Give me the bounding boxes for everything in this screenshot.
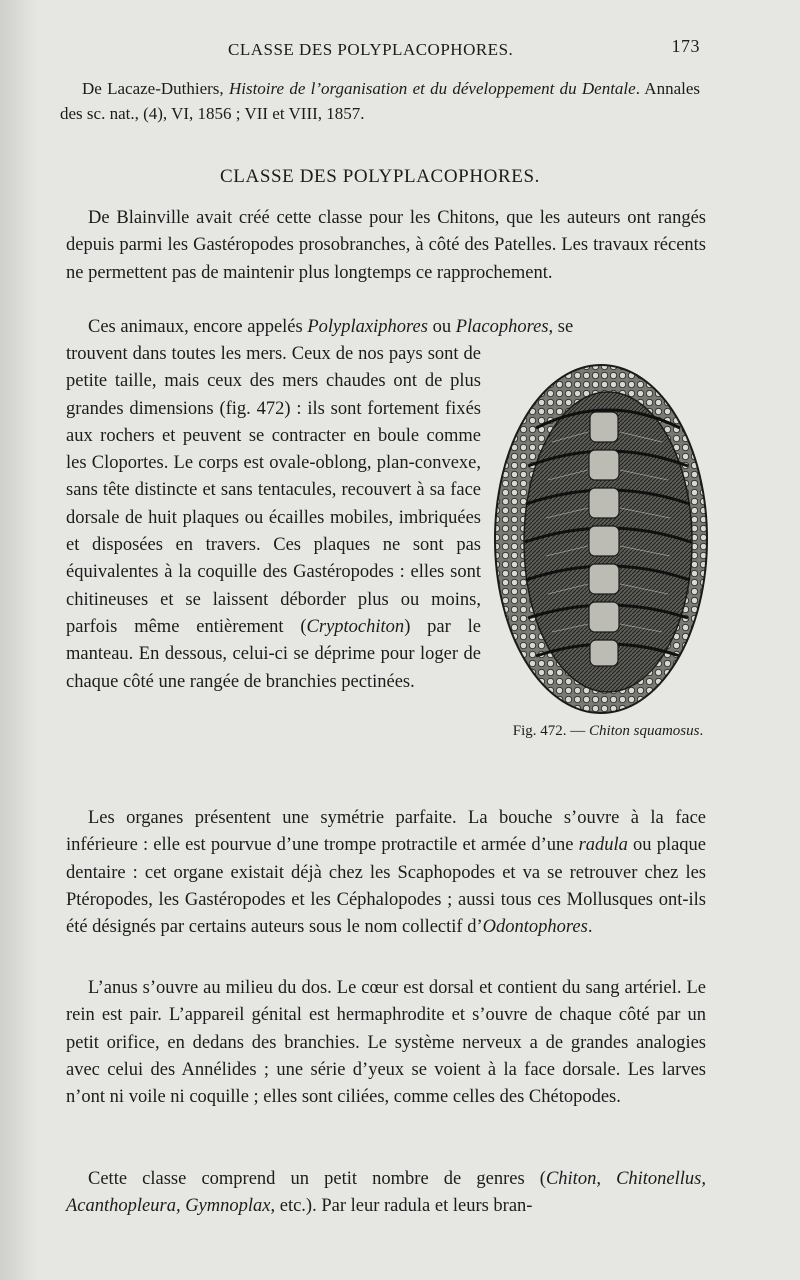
paragraph-text: ou <box>427 317 456 337</box>
page-number: 173 <box>671 36 700 56</box>
reference-author: De Lacaze-Duthiers, <box>82 79 229 98</box>
paragraph-text: Les organes présentent une symétrie parfaite. La bouche s’ouvre à la face inférieure : elle est pourvue d’une trompe protractile et armée d’une <box>66 808 706 856</box>
figure-chiton-illustration <box>492 362 710 717</box>
paragraph-organs <box>66 805 706 941</box>
reference-work: Histoire de l’organisation et du développement du Dentale <box>228 79 636 98</box>
bibliographic-reference <box>60 76 700 126</box>
figure-caption <box>492 720 724 742</box>
paragraph-text: , se <box>548 317 574 337</box>
caption-end: . <box>699 723 704 739</box>
paragraph-names-lead <box>66 314 706 341</box>
section-title: CLASSE DES POLYPLACOPHORES. <box>220 166 540 187</box>
paragraph-text: , etc.). Par leur radula et leurs bran- <box>270 1196 533 1217</box>
paragraph-text: Cette classe comprend un petit nombre de genres ( <box>88 1169 546 1189</box>
paragraph-text: ou plaque dentaire : cet organe existait déjà chez les Scaphopodes et va se retrouver chez les Ptéropodes, les Gastéropodes et les Céphalopodes ; aussi tous ces Mollusques ont-ils été désignés par certains auteurs sous le nom collectif d’ <box>66 835 707 938</box>
term-polyplaxiphores: Polyplaxiphores <box>307 317 428 337</box>
paragraph-anatomy: L’anus s’ouvre au milieu du dos. Le cœur est dorsal et contient du sang artériel. Le rein est pair. L’appareil génital est hermaphrodite et s’ouvre de chaque côté par un petit orifice, en dedans des branchies. Le système nerveux a de grandes analogies avec celui des Annélides ; une série d’yeux se voient à la face dorsale. Les larves n’ont ni voile ni coquille ; elles sont ciliées, comme celles des Chétopodes. <box>66 978 706 1108</box>
term-placophores: Placophores <box>455 317 549 337</box>
genera-list: Chiton, Chitonellus, Acanthopleura, Gymnoplax <box>66 1169 707 1217</box>
paragraph-genera <box>66 1166 706 1221</box>
caption-label: Fig. 472. — <box>512 723 590 739</box>
paragraph-text: Ces animaux, encore appelés <box>88 317 308 337</box>
paragraph-text: trouvent dans toutes les mers. Ceux de nos pays sont de petite taille, mais ceux des mers chaudes ont de plus grandes dimensions (fig. 472) : ils sont fortement fixés aux rochers et peuvent se contracter en boule comme les Cloportes. Le corps est ovale-oblong, plan-convexe, sans tête distincte et sans tentacules, recouvert à sa face dorsale de huit plaques ou écailles mobiles, imbriquées et disposées en travers. Ces plaques ne sont pas équivalentes à la coquille des Gastéropodes : elles sont chitineuses et se laissent déborder plus ou moins, parfois même entièrement ( <box>66 344 481 637</box>
paragraph-text: . <box>587 917 593 938</box>
median-keel <box>589 412 619 666</box>
reference-rest: . Annales des sc. nat., (4), VI, 1856 ; VII et VIII, 1857. <box>60 79 700 123</box>
paragraph-intro: De Blainville avait créé cette classe pour les Chitons, que les auteurs ont rangés depuis parmi les Gastéropodes prosobranches, à côté des Patelles. Les travaux récents ne permettent pas de maintenir plus longtemps ce rapprochement. <box>66 208 706 283</box>
paragraph-description-column <box>66 341 481 696</box>
running-title: CLASSE DES POLYPLACOPHORES. <box>228 40 514 59</box>
term-radula: radula <box>578 835 628 856</box>
running-head <box>80 36 700 64</box>
caption-species: Chiton squamosus <box>589 723 700 739</box>
chiton-engraving <box>492 362 710 717</box>
genus-cryptochiton: Cryptochiton <box>306 616 405 637</box>
paragraph-text: ) par le manteau. En dessous, celui-ci se déprime pour loger de chaque côté une rangée de branchies pectinées. <box>66 616 481 692</box>
term-odontophores: Odontophores <box>482 917 588 938</box>
